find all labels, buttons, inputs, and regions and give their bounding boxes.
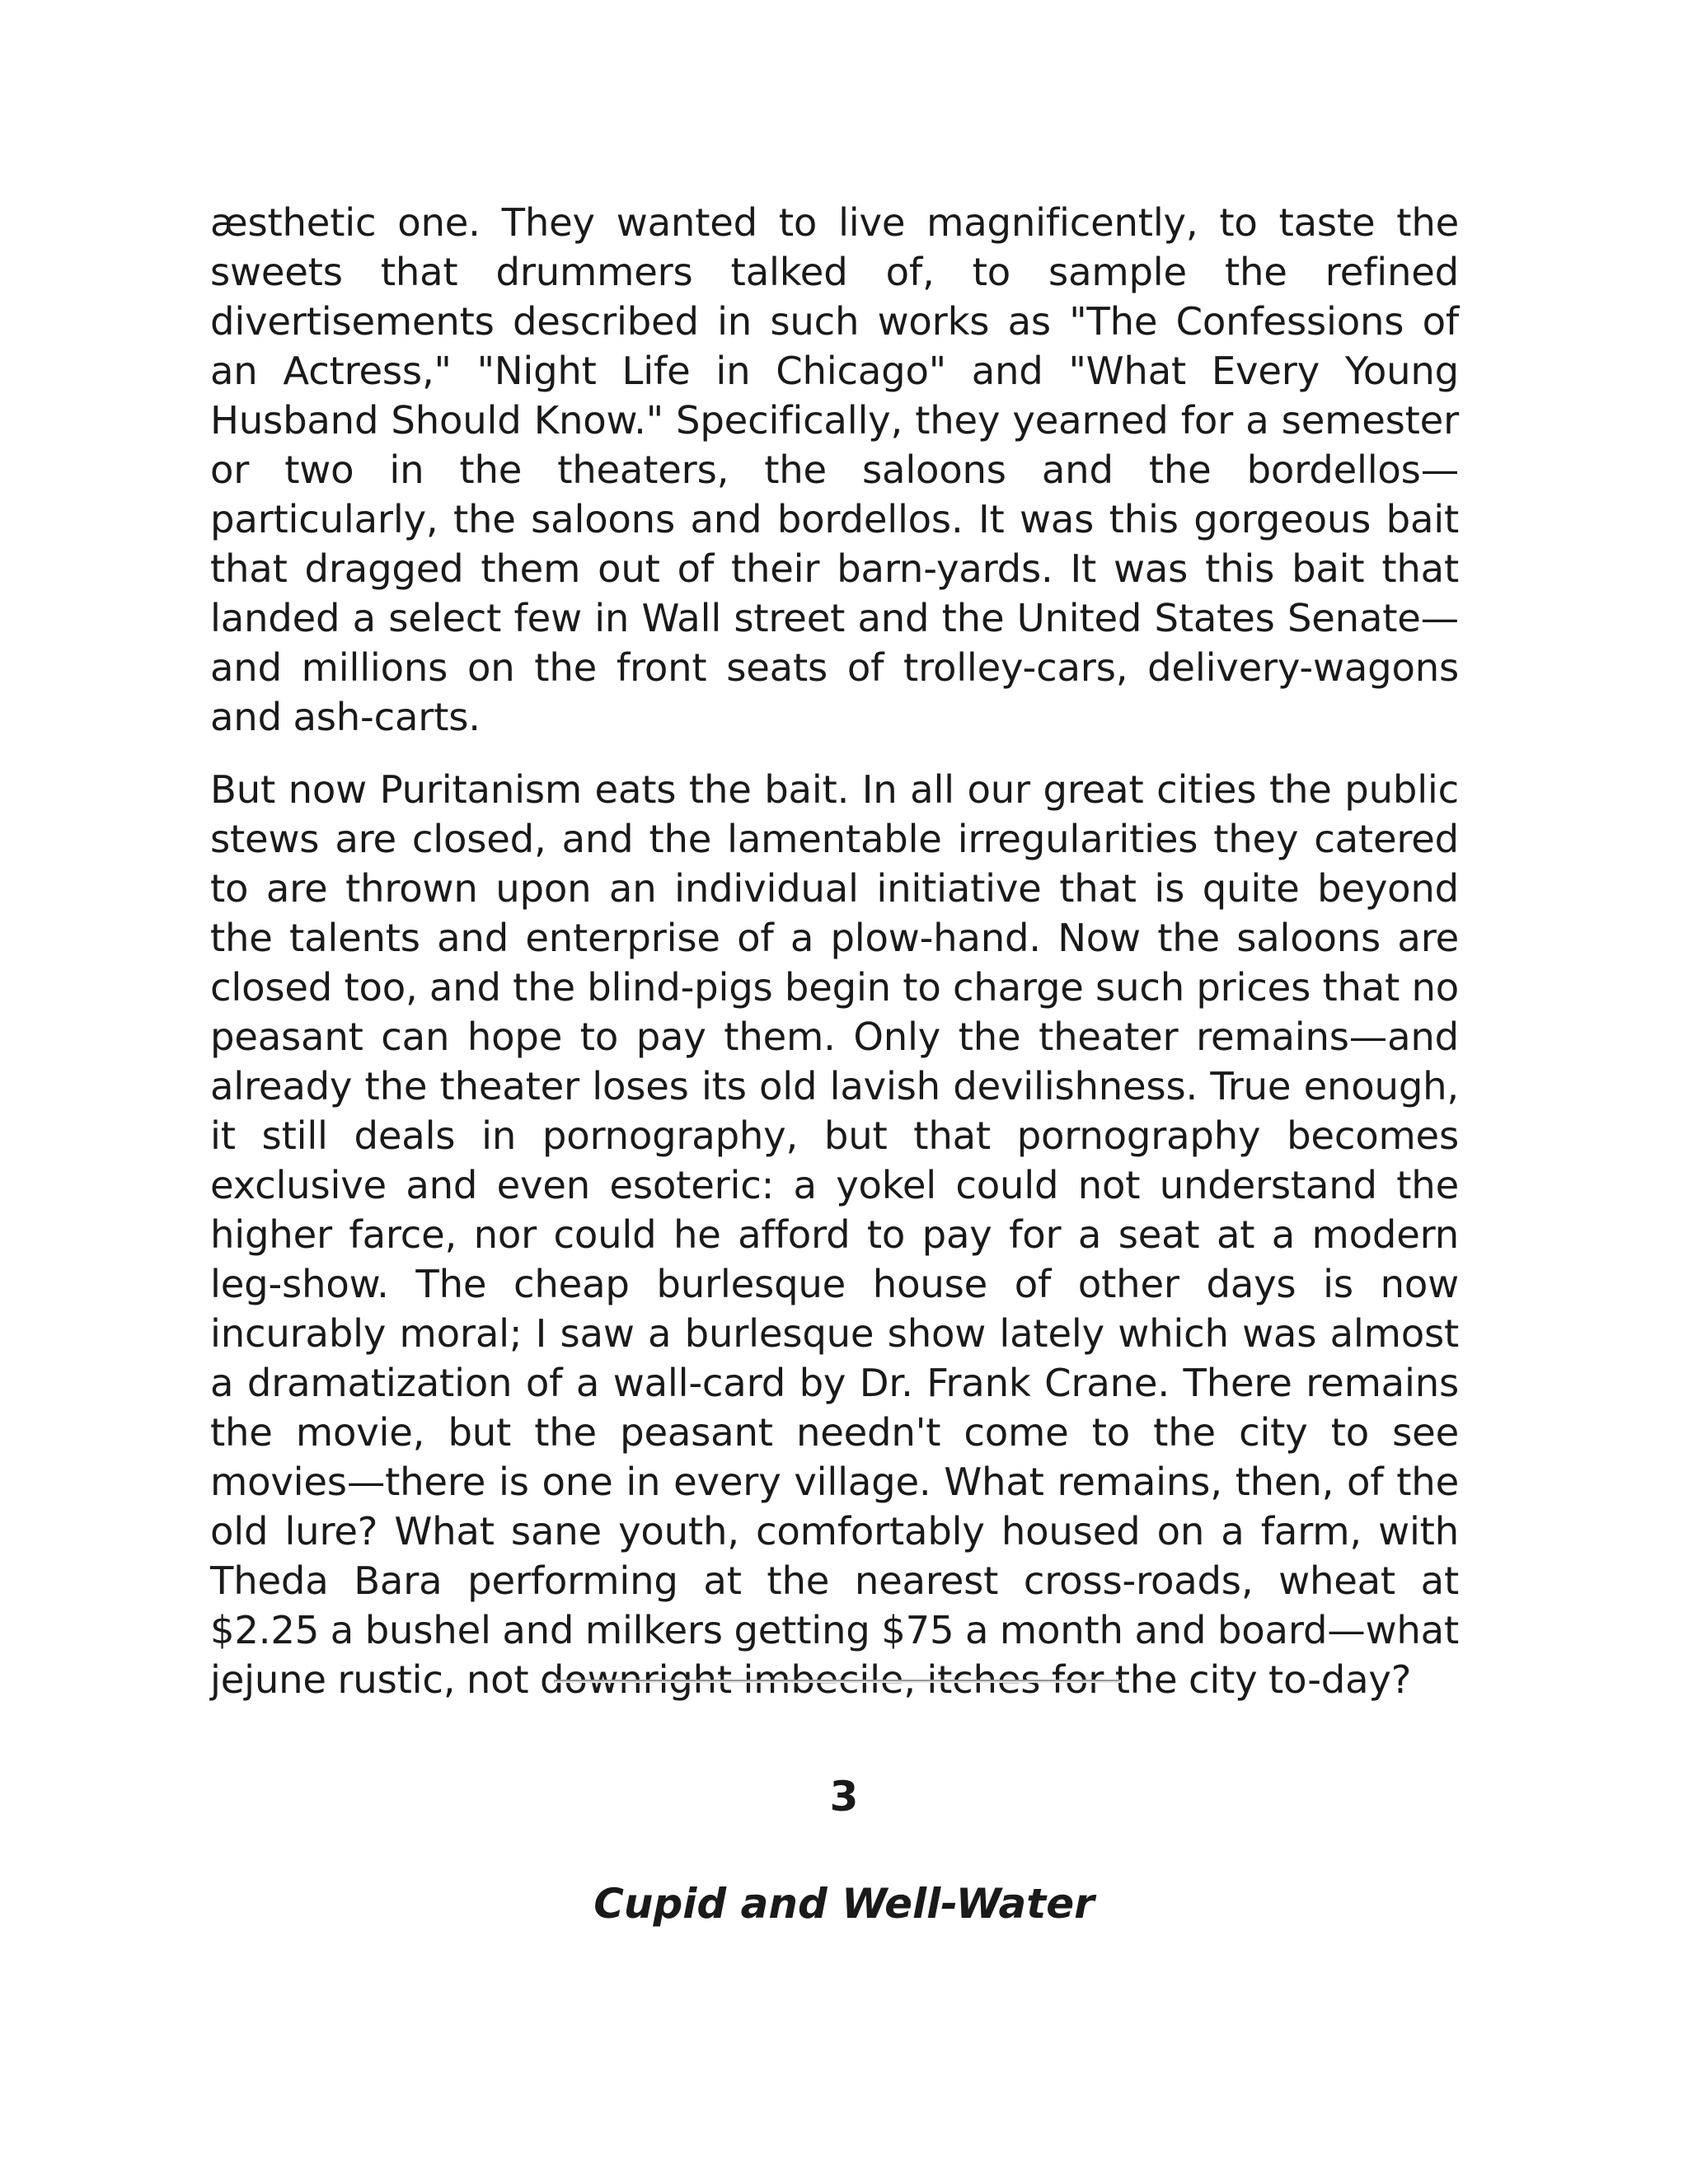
section-divider xyxy=(554,1680,1121,1683)
chapter-number: 3 xyxy=(829,1773,859,1821)
body-paragraph: But now Puritanism eats the bait. In all our great cities the public stews are closed, and the lamentable irregularities they catered to are thrown upon an individual initiative that is quite beyond the talents and enterprise of a plow-hand. Now the saloons are closed too, and the blind-pigs begin to charge such prices that no peasant can hope to pay them. Only the theater remains—and already the theater loses its old lavish devilishness. True enough, it still deals in pornography, but that pornography becomes exclusive and even esoteric: a yokel could not understand the higher farce, nor could he afford to pay for a seat at a modern leg-show. The cheap burlesque house of other days is now incurably moral; I saw a burlesque show lately which was almost a dramatization of a wall-card by Dr. Frank Crane. There remains the movie, but the peasant needn't come to the city to see movies—there is one in every village. What remains, then, of the old lure? What sane youth, comfortably housed on a farm, with Theda Bara performing at the nearest cross-roads, wheat at $2.25 a bushel and milkers getting $75 a month and board—what jejune rustic, not downright imbecile, itches for the city to-day? xyxy=(210,767,1459,1702)
chapter-title: Cupid and Well-Water xyxy=(593,1880,1095,1928)
body-paragraph: æsthetic one. They wanted to live magnificently, to taste the sweets that drummers talked of, to sample the refined divertisements described in such works as "The Confessions of an Actress," "Night Life in Chicago" and "What Every Young Husband Should Know." Specifically, they yearned for a semester or two in the theaters, the saloons and the bordellos—particularly, the saloons and bordellos. It was this gorgeous bait that dragged them out of their barn-yards. It was this bait that landed a select few in Wall street and the United States Senate—and millions on the front seats of trolley-cars, delivery-wagons and ash-carts. xyxy=(210,200,1459,739)
page-body xyxy=(210,198,1459,1727)
